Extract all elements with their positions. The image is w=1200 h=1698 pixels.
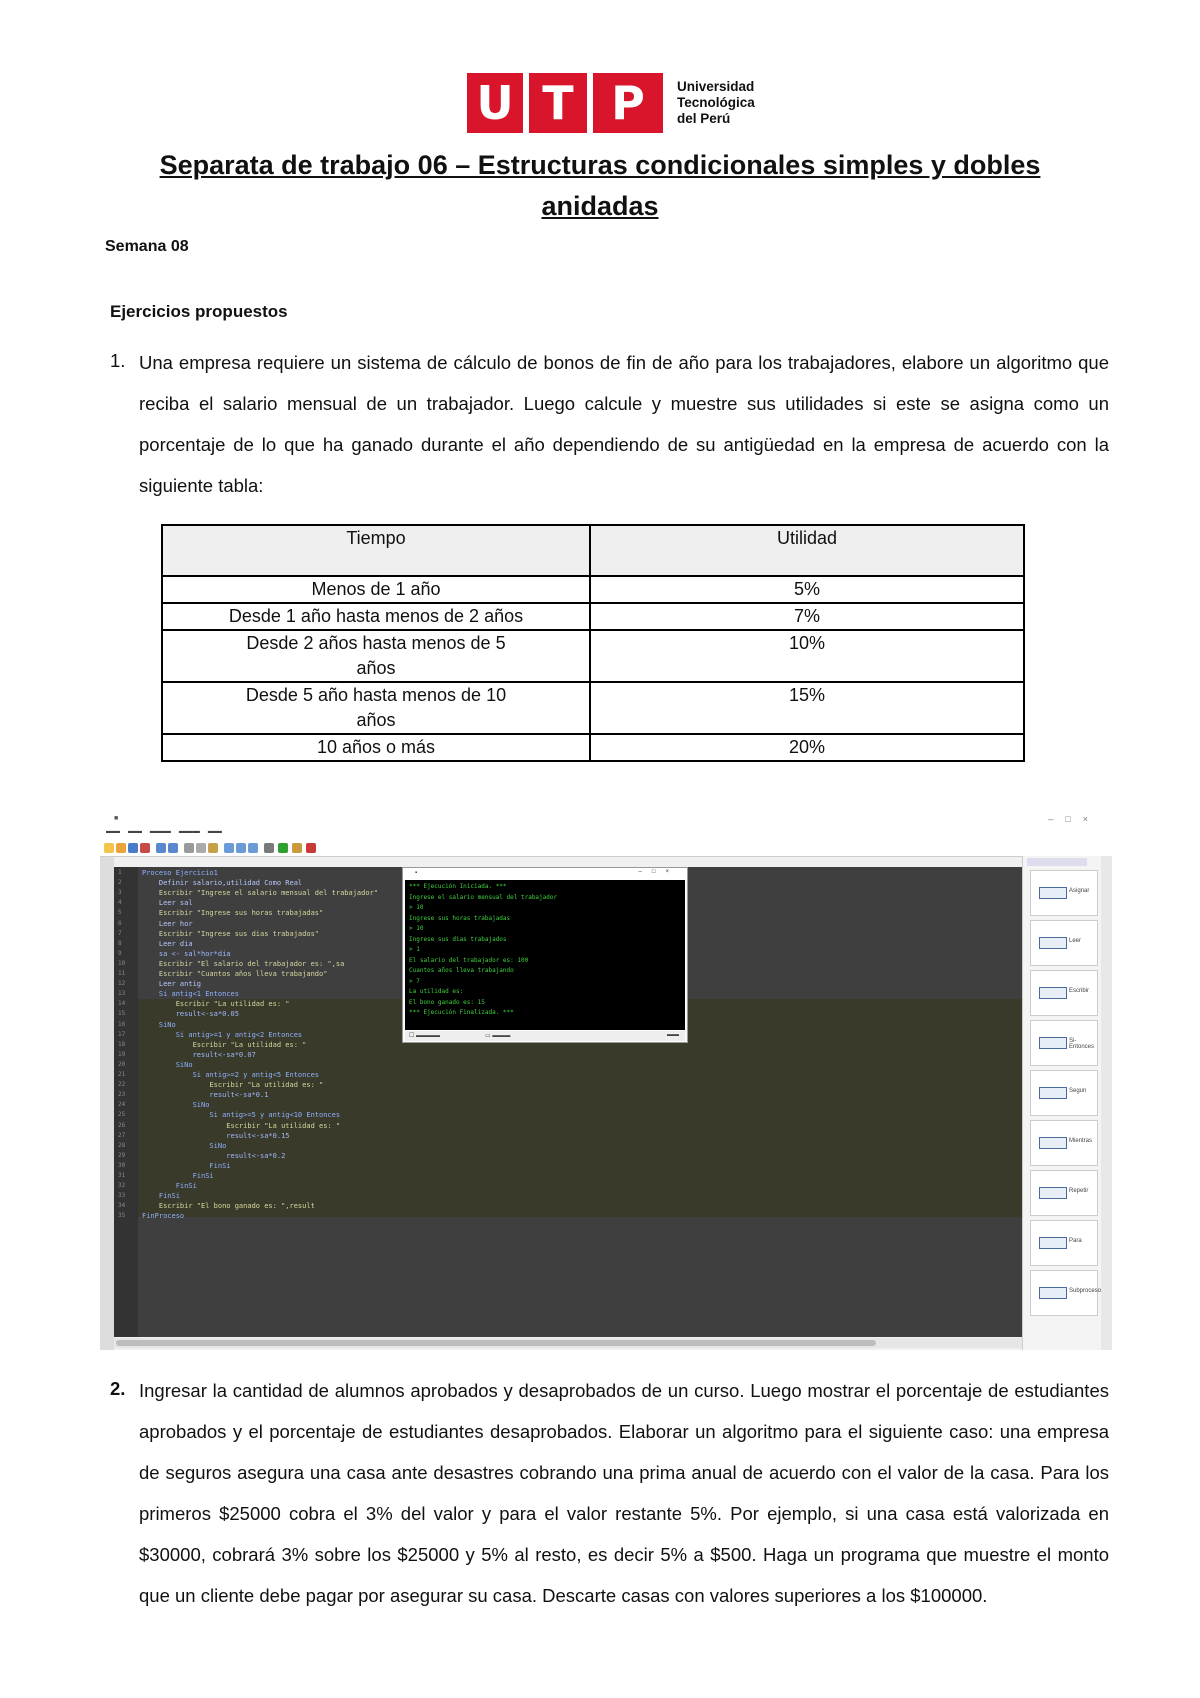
console-line: Cuantos años lleva trabajando	[409, 967, 514, 974]
line-number: 33	[118, 1192, 126, 1200]
logo-university-name: Universidad Tecnológica del Perú	[677, 79, 755, 126]
utp-logo	[467, 73, 767, 133]
line-number: 10	[118, 959, 126, 967]
code-line[interactable]: Si antig>=2 y antig<5 Entonces	[142, 1071, 320, 1079]
replace-icon	[248, 843, 258, 853]
console-footer-button: ▬▬	[667, 1032, 679, 1038]
logo-letter-p: P	[593, 73, 663, 133]
console-line: *** Ejecución Iniciada. ***	[409, 883, 507, 890]
table-cell: 20%	[590, 734, 1024, 761]
console-line: > 10	[409, 904, 424, 911]
line-number: 1	[118, 869, 122, 876]
line-number: 15	[118, 1010, 126, 1018]
exercise2-number: 2.	[110, 1378, 126, 1399]
line-number: 24	[118, 1101, 126, 1109]
code-line[interactable]: FinSi	[142, 1161, 231, 1170]
command-label: Asignar	[1069, 888, 1090, 894]
code-line[interactable]: Escribir "Cuantos años lleva trabajando"	[142, 970, 328, 978]
command-label: Leer	[1069, 938, 1082, 944]
console-window-controls: –□×	[638, 869, 679, 875]
table-row	[162, 682, 1024, 734]
command-label: Segun	[1069, 1088, 1087, 1094]
code-line[interactable]: FinSi	[142, 1172, 214, 1180]
table-cell: Desde 2 años hasta menos de 5 años	[162, 630, 590, 682]
console-footer-button: ▭ ▬▬▬	[485, 1033, 511, 1039]
code-line[interactable]: FinSi	[142, 1192, 180, 1201]
code-line[interactable]: result<-sa*0.15	[142, 1131, 290, 1140]
line-number: 28	[118, 1141, 126, 1149]
line-number: 23	[118, 1091, 126, 1099]
line-number: 5	[118, 909, 122, 917]
line-number: 18	[118, 1040, 126, 1048]
line-number: 20	[118, 1060, 126, 1068]
console-line: La utilidad es:	[409, 988, 464, 995]
table-row	[162, 734, 1024, 761]
copy-icon	[196, 843, 206, 853]
command-button[interactable]	[1030, 970, 1098, 1016]
line-number: 29	[118, 1151, 126, 1159]
line-number: 21	[118, 1071, 126, 1078]
console-line: El salario del trabajador es: 100	[409, 956, 529, 964]
utility-table	[161, 524, 1025, 762]
exercise1-number: 1.	[110, 350, 126, 371]
code-line[interactable]: Escribir "La utilidad es: "	[142, 1000, 290, 1009]
code-line[interactable]: Escribir "El salario del trabajador es: ",sa	[142, 959, 345, 968]
command-button[interactable]	[1030, 1120, 1098, 1166]
code-line[interactable]: Leer antig	[142, 980, 202, 989]
command-shape-icon	[1039, 887, 1067, 899]
menu-item: ▬▬	[106, 828, 120, 835]
line-number: 17	[118, 1030, 126, 1038]
code-line[interactable]: Escribir "La utilidad es: "	[142, 1081, 324, 1090]
code-line[interactable]: Escribir "La utilidad es: "	[142, 1040, 307, 1049]
run-icon	[278, 843, 288, 853]
code-line[interactable]: Escribir "La utilidad es: "	[142, 1121, 341, 1130]
command-label: Mientras	[1069, 1138, 1093, 1144]
command-shape-icon	[1039, 987, 1067, 999]
code-line[interactable]: result<-sa*0.05	[142, 1010, 239, 1019]
ide-app-icon: ■	[114, 815, 119, 822]
save-icon	[128, 843, 138, 853]
code-line[interactable]: sa <- sal*hor*dia	[142, 949, 231, 958]
code-line[interactable]: SiNo	[142, 1141, 227, 1150]
line-number: 35	[118, 1212, 126, 1220]
flowchart-icon	[306, 843, 316, 853]
table-cell: 7%	[590, 603, 1024, 630]
line-number: 6	[118, 919, 122, 927]
console-line: > 10	[409, 925, 424, 932]
console-footer	[405, 1031, 685, 1041]
command-button[interactable]	[1030, 1270, 1102, 1316]
redo-icon	[168, 843, 178, 853]
week-label: Semana 08	[105, 238, 189, 255]
command-button[interactable]	[1030, 1170, 1098, 1216]
table-row	[162, 630, 1024, 682]
line-number: 8	[118, 939, 122, 947]
table-header-cell: Tiempo	[162, 525, 590, 576]
table-row	[162, 603, 1024, 630]
code-line[interactable]: Escribir "El bono ganado es: ",result	[142, 1202, 315, 1211]
line-number: 4	[118, 899, 122, 907]
execution-console-window	[402, 867, 688, 1043]
pseint-screenshot	[100, 812, 1112, 1350]
code-line[interactable]: SiNo	[142, 1060, 193, 1069]
line-number: 31	[118, 1172, 126, 1179]
line-number: 16	[118, 1020, 126, 1028]
line-number: 34	[118, 1202, 126, 1210]
indent-icon	[224, 843, 234, 853]
ide-left-sidebar	[100, 857, 114, 1350]
command-button[interactable]	[1030, 870, 1098, 916]
command-label: Subproceso	[1069, 1288, 1102, 1294]
code-line[interactable]: Proceso Ejercicio1	[142, 869, 218, 877]
console-line: > 1	[409, 946, 420, 953]
code-line[interactable]: Escribir "Ingrese sus dias trabajados"	[142, 929, 320, 938]
document-title-line2: anidadas	[541, 191, 659, 221]
code-line[interactable]: Escribir "Ingrese el salario mensual del trabajador"	[142, 889, 379, 898]
line-number: 12	[118, 980, 126, 988]
command-button[interactable]	[1030, 1070, 1098, 1116]
menu-item: ▬▬	[127, 828, 142, 835]
table-cell: 15%	[590, 682, 1024, 734]
command-button[interactable]	[1030, 920, 1098, 966]
command-panel-header	[1027, 858, 1087, 866]
console-footer-checkbox: ☐ ▬▬▬▬	[409, 1033, 441, 1039]
section-heading: Ejercicios propuestos	[110, 302, 288, 321]
code-line[interactable]: Escribir "Ingrese sus horas trabajadas"	[142, 909, 324, 918]
logo-letter-u: U	[467, 73, 523, 133]
code-line[interactable]: Leer hor	[142, 919, 193, 928]
code-line[interactable]: FinProceso	[142, 1212, 185, 1221]
command-shape-icon	[1039, 1087, 1067, 1099]
line-number: 30	[118, 1161, 126, 1169]
console-line: Ingrese sus horas trabajadas	[409, 914, 511, 922]
line-number: 22	[118, 1081, 126, 1089]
step-icon	[292, 843, 302, 853]
menu-item: ▬▬▬	[149, 828, 171, 835]
table-cell: 10%	[590, 630, 1024, 682]
command-shape-icon	[1039, 1037, 1067, 1049]
line-number: 13	[118, 990, 126, 998]
open-folder-icon	[116, 843, 126, 853]
document-title-line1: Separata de trabajo 06 – Estructuras condicionales simples y dobles	[159, 150, 1041, 180]
code-line[interactable]: Definir salario,utilidad Como Real	[142, 879, 303, 888]
command-shape-icon	[1039, 1187, 1067, 1199]
logo-letter-t: T	[529, 73, 587, 133]
console-app-icon: ▪	[415, 870, 418, 876]
menu-item: ▬▬▬	[178, 828, 200, 835]
save-as-icon	[140, 843, 150, 853]
horizontal-scrollbar	[114, 1338, 1022, 1348]
command-shape-icon	[1039, 1287, 1067, 1299]
console-line: El bono ganado es: 15	[409, 998, 485, 1006]
table-cell: Menos de 1 año	[162, 576, 590, 603]
ide-toolbar	[100, 840, 1112, 857]
code-line[interactable]: result<-sa*0.2	[142, 1151, 286, 1160]
new-file-icon	[104, 843, 114, 853]
console-titlebar	[403, 868, 687, 880]
console-line: > 7	[409, 977, 420, 985]
console-line: *** Ejecución Finalizada. ***	[409, 1009, 514, 1016]
code-line[interactable]: Leer dia	[142, 939, 193, 948]
console-line: Ingrese el salario mensual del trabajador	[409, 893, 558, 901]
table-cell: Desde 1 año hasta menos de 2 años	[162, 603, 590, 630]
table-cell: 10 años o más	[162, 734, 590, 761]
code-line[interactable]: result<-sa*0.07	[142, 1050, 256, 1059]
exercise1-text: Una empresa requiere un sistema de cálculo de bonos de fin de año para los trabajadores, elabore un algoritmo que reciba el salario mensual de un trabajador. Luego calcule y muestre sus utilidades si este se asigna como un porcentaje de lo que ha ganado durante el año dependiendo de su antigüedad en la empresa de acuerdo con la siguiente tabla:	[139, 352, 1109, 496]
line-number: 19	[118, 1050, 126, 1058]
window-controls: –□×	[1048, 814, 1100, 824]
code-line[interactable]: SiNo	[142, 1020, 176, 1029]
code-line[interactable]: Si antig<1 Entonces	[142, 990, 239, 999]
table-row	[162, 576, 1024, 603]
command-label: Si-Entonces	[1069, 1038, 1095, 1050]
command-button[interactable]	[1030, 1220, 1098, 1266]
command-label: Repetir	[1069, 1188, 1089, 1194]
table-cell: Desde 5 año hasta menos de 10 años	[162, 682, 590, 734]
command-shape-icon	[1039, 1137, 1067, 1149]
command-shape-icon	[1039, 1237, 1067, 1249]
table-header-row	[162, 525, 1024, 576]
line-number: 14	[118, 1000, 126, 1008]
code-line[interactable]: SiNo	[142, 1101, 210, 1110]
line-number: 7	[118, 929, 122, 937]
format-icon	[264, 843, 274, 853]
table-header-cell: Utilidad	[590, 525, 1024, 576]
code-line[interactable]: Si antig>=5 y antig<10 Entonces	[142, 1111, 341, 1120]
command-panel	[1022, 856, 1112, 1350]
code-line[interactable]: FinSi	[142, 1182, 197, 1191]
console-line: Ingrese sus dias trabajados	[409, 935, 507, 943]
line-number: 3	[118, 889, 122, 897]
undo-icon	[156, 843, 166, 853]
ide-menubar	[100, 828, 1112, 840]
table-cell: 5%	[590, 576, 1024, 603]
line-number: 32	[118, 1182, 126, 1190]
paste-icon	[208, 843, 218, 853]
scrollbar-thumb	[116, 1340, 876, 1346]
exercise2-text: Ingresar la cantidad de alumnos aprobados y desaprobados de un curso. Luego mostrar el porcentaje de estudiantes aprobados y el porcentaje de estudiantes desaprobados. Elaborar un algoritmo para el siguiente caso: una empresa de seguros asegura una casa ante desastres cobrando una prima anual de acuerdo con el valor de la casa. Para los primeros $25000 cobra el 3% del valor y para el valor restante 5%. Por ejemplo, si una casa está valorizada en $30000, cobrará 3% sobre los $25000 y 5% al resto, es decir 5% a $500. Haga un programa que muestre el monto que un cliente debe pagar por asegurar su casa. Descarte casas con valores superiores a los $100000.	[139, 1380, 1109, 1606]
line-number: 11	[118, 970, 126, 977]
console-output	[405, 880, 685, 1030]
ide-titlebar	[100, 812, 1112, 828]
command-label: Para	[1069, 1238, 1082, 1244]
search-icon	[236, 843, 246, 853]
line-number: 25	[118, 1111, 126, 1119]
code-line[interactable]: Si antig>=1 y antig<2 Entonces	[142, 1030, 303, 1039]
code-line[interactable]: result<-sa*0.1	[142, 1091, 269, 1100]
command-label: Escribir	[1069, 988, 1090, 994]
code-line[interactable]: Leer sal	[142, 899, 193, 908]
line-number: 2	[118, 879, 122, 887]
line-number: 9	[118, 949, 122, 957]
command-button[interactable]	[1030, 1020, 1098, 1066]
line-number: 27	[118, 1131, 126, 1139]
cut-icon	[184, 843, 194, 853]
command-shape-icon	[1039, 937, 1067, 949]
command-panel-tab-strip	[1101, 856, 1112, 1350]
line-number: 26	[118, 1121, 126, 1129]
menu-item: ▬▬	[207, 828, 222, 835]
